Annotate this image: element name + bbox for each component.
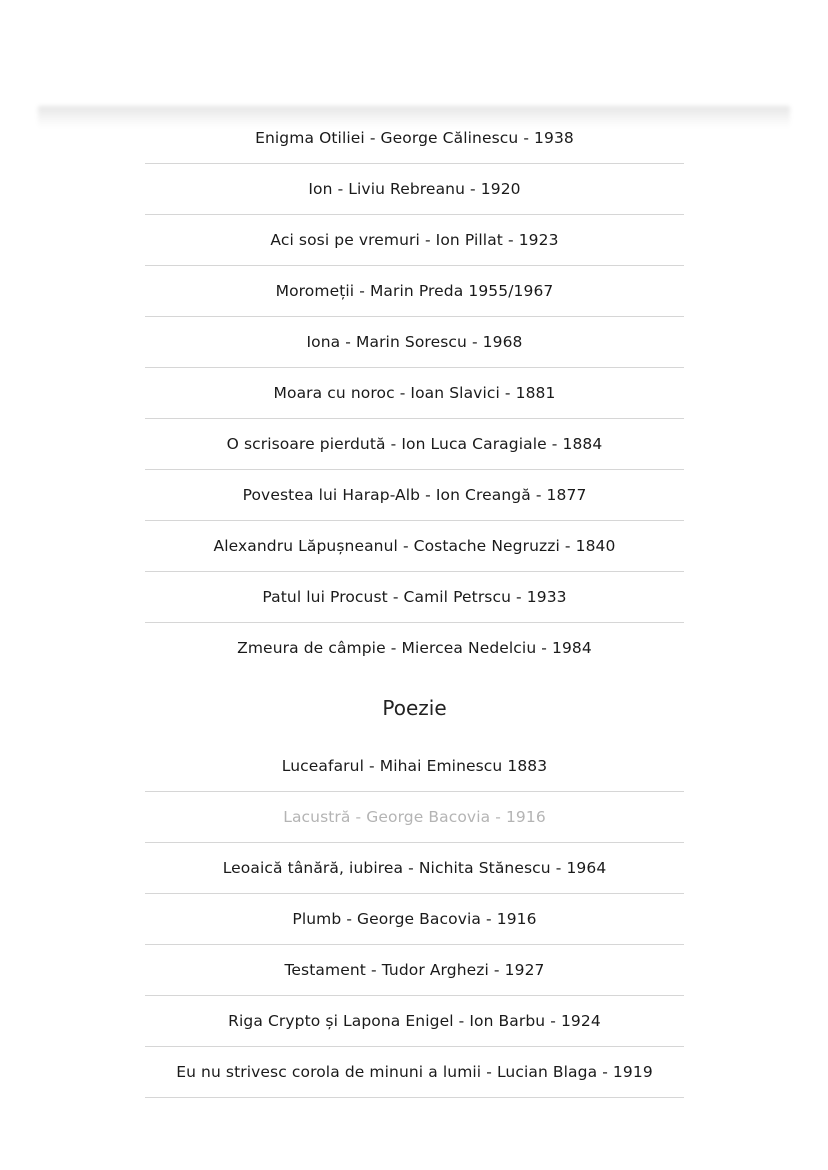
list-item[interactable]: Ion - Liviu Rebreanu - 1920 (145, 164, 684, 215)
list-item[interactable]: Riga Crypto și Lapona Enigel - Ion Barbu - 1924 (145, 996, 684, 1047)
list-item[interactable]: Leoaică tânără, iubirea - Nichita Stănescu - 1964 (145, 843, 684, 894)
list-item[interactable]: Eu nu strivesc corola de minuni a lumii - Lucian Blaga - 1919 (145, 1047, 684, 1098)
list-item-hovered[interactable]: Lacustră - George Bacovia - 1916 (145, 792, 684, 843)
list-item[interactable]: Enigma Otiliei - George Călinescu - 1938 (145, 113, 684, 164)
section-title-poetry: Poezie (382, 696, 447, 720)
list-item[interactable]: Plumb - George Bacovia - 1916 (145, 894, 684, 945)
list-item[interactable]: Alexandru Lăpușneanul - Costache Negruzzi - 1840 (145, 521, 684, 572)
list-item[interactable]: Povestea lui Harap-Alb - Ion Creangă - 1877 (145, 470, 684, 521)
list-item[interactable]: Moromeții - Marin Preda 1955/1967 (145, 266, 684, 317)
list-item[interactable]: Testament - Tudor Arghezi - 1927 (145, 945, 684, 996)
poetry-list (145, 741, 684, 1098)
list-item[interactable]: Patul lui Procust - Camil Petrscu - 1933 (145, 572, 684, 623)
list-item[interactable]: Moara cu noroc - Ioan Slavici - 1881 (145, 368, 684, 419)
list-item[interactable]: Zmeura de câmpie - Miercea Nedelciu - 1984 (237, 639, 592, 657)
list-item[interactable]: Iona - Marin Sorescu - 1968 (145, 317, 684, 368)
list-item[interactable]: Aci sosi pe vremuri - Ion Pillat - 1923 (145, 215, 684, 266)
prose-list (145, 113, 684, 673)
list-item[interactable]: O scrisoare pierdută - Ion Luca Caragiale - 1884 (145, 419, 684, 470)
list-item[interactable]: Luceafarul - Mihai Eminescu 1883 (145, 741, 684, 792)
